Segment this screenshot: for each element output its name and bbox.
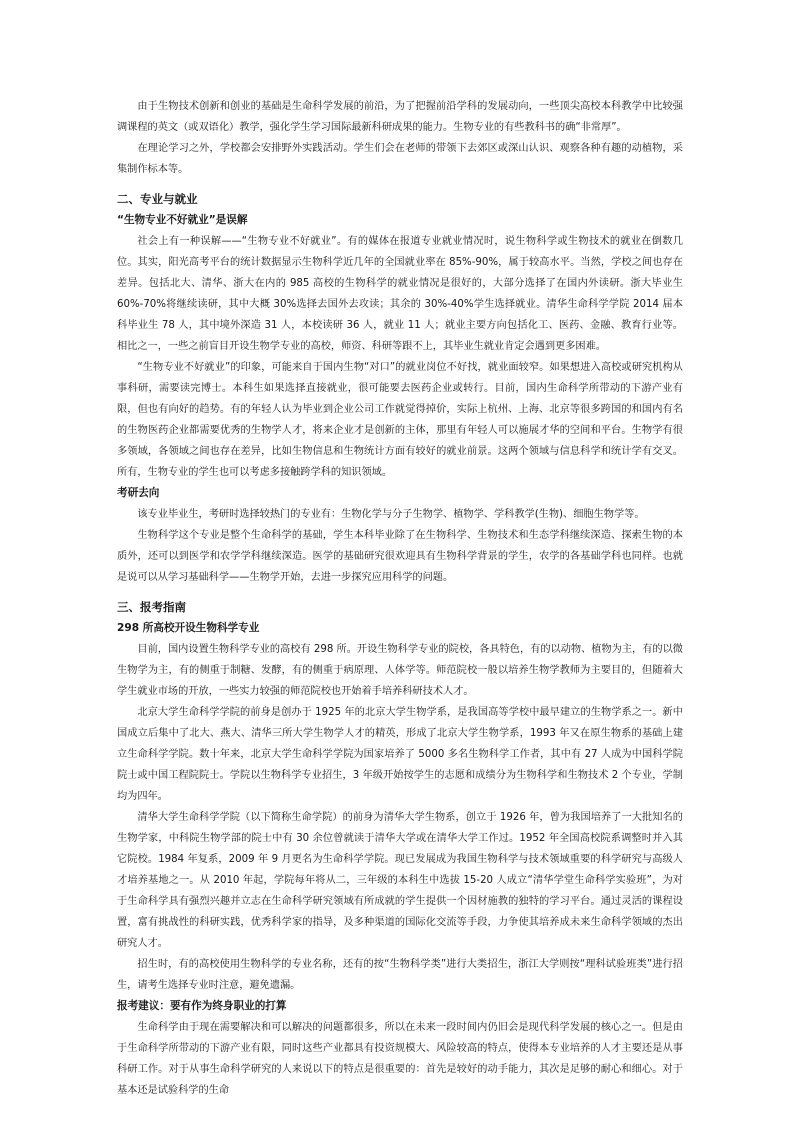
section-2-paragraph-4: 生物科学这个专业是整个生命科学的基础，学生本科毕业除了在生物科学、生物技术和生态学科继续深造、探索生物的本质外，还可以到医学和农学学科继续深造。医学的基础研究很欢迎具有生物科学背景的学生，农学的各基础学科也同样。也就是说可以从学习基础科学——生物学开始，去进一步探究应用科学的问题。 bbox=[117, 530, 683, 583]
section-2-paragraph-3: 该专业毕业生，考研时选择较热门的专业有：生物化学与分子生物学、植物学、学科教学(生物)、细胞生物学等。 bbox=[137, 509, 645, 520]
section-3-paragraph-2: 北京大学生命科学学院的前身是创办于 1925 年的北京大学生物学系，是我国高等学校中最早建立的生物学系之一。新中国成立后集中了北大、燕大、清华三所大学生物学人才的精英，形成了北京大学生物学系，1993 年又在原生物系的基础上建立生命科学学院。数十年来，北京大学生命科学学院为国家培养了 5000 多名生物科学工作者，其中有 27 人成为中国科学院院士或中国工程院院士。学院以生物科学专业招生，3 年级开始按学生的志愿和成绩分为生物科学和生物技术 2 个专业，学制均为四年。 bbox=[117, 707, 683, 802]
section-3-subheading-universities: 298 所高校开设生物科学专业 bbox=[117, 622, 260, 634]
section-2-paragraph-1: 社会上有一种误解——“生物专业不好就业”。有的媒体在报道专业就业情况时，说生物科学或生物技术的就业在倒数几位。其实，阳光高考平台的统计数据显示生物科学近几年的全国就业率在 85%-90%，属于较高水平。当然，学校之间也存在差异。包括北大、清华、浙大在内的 985 高校的生物科学的就业情况是很好的，大部分选择了在国内外读研。浙大毕业生 60%-70%将继续读研，其中大概 30%选择去国外去攻读；其余的 30%-40%学生选择就业。清华生命科学学院 2014 届本科毕业生 78 人，其中境外深造 31 人，本校读研 36 人，就业 11 人；就业主要方向包括化工、医药、金融、教育行业等。相比之一，一些之前盲目开设生物学专业的高校，师资、科研等跟不上，其毕业生就业肯定会遇到更多困难。 bbox=[117, 236, 683, 352]
section-2-subheading-misconception: “生物专业不好就业”是误解 bbox=[117, 214, 248, 226]
section-3-heading: 三、报考指南 bbox=[117, 600, 186, 614]
section-2-paragraph-2: “生物专业不好就业”的印象，可能来自于国内生物“对口”的就业岗位不好找，就业面较窄。如果想进入高校或研究机构从事科研，需要读完博士。本科生如果选择直接就业，很可能要去医药企业或转行。目前，国内生命科学所带动的下游产业有限，但也有向好的趋势。有的年轻人认为毕业到企业公司工作就觉得掉价，实际上杭州、上海、北京等很多跨国的和国内有名的生物医药企业都需要优秀的生物学人才，将来企业才是创新的主体，那里有年轻人可以施展才华的空间和平台。生物学有很多领域，各领域之间也存在差异，比如生物信息和生物统计方面有较好的就业前景。这两个领域与信息科学和统计学有交叉。所有，生物专业的学生也可以考虑多接触跨学科的知识领域。 bbox=[117, 362, 683, 478]
section-3-paragraph-4: 招生时，有的高校使用生物科学的专业名称，还有的按“生物科学类”进行大类招生，浙江大学则按“理科试验班类”进行招生，请考生选择专业时注意，避免遗漏。 bbox=[117, 959, 683, 991]
section-2-heading: 二、专业与就业 bbox=[117, 192, 198, 206]
intro-paragraph-1: 由于生物技术创新和创业的基础是生命科学发展的前沿，为了把握前沿学科的发展动向，一些顶尖高校本科教学中比较强调课程的英文（或双语化）教学，强化学生学习国际最新科研成果的能力。生物专业的有些教科书的确“非常厚”。 bbox=[117, 101, 683, 133]
document-page bbox=[117, 96, 683, 1101]
section-3-paragraph-5: 生命科学由于现在需要解决和可以解决的问题都很多，所以在未来一段时间内仍旧会是现代科学发展的核心之一。但是由于生命科学所带动的下游产业有限，同时这些产业都具有投资规模大、风险较高的特点，使得本专业培养的人才主要还是从事科研工作。对于从事生命科学研究的人来说以下的特点是很重要的：首先是较好的动手能力，其次是足够的耐心和细心。对于基本还是试验科学的生命 bbox=[117, 1022, 683, 1096]
section-2-subheading-postgrad: 考研去向 bbox=[117, 487, 160, 499]
section-3-subheading-advice: 报考建议：要有作为终身职业的打算 bbox=[117, 1000, 287, 1012]
section-3-paragraph-1: 目前，国内设置生物科学专业的高校有 298 所。开设生物科学专业的院校，各具特色，有的以动物、植物为主，有的以微生物学为主，有的侧重于制糖、发酵，有的侧重于病原理、人体学等。师范院校一般以培养生物学教师为主要目的，但随着大学生就业市场的开放，一些实力较强的师范院校也开始着手培养科研技术人才。 bbox=[117, 644, 683, 697]
section-3-paragraph-3: 清华大学生命科学学院（以下简称生命学院）的前身为清华大学生物系，创立于 1926 年，曾为我国培养了一大批知名的生物学家，中科院生物学部的院士中有 30 余位曾就读于清华大学或在清华大学工作过。1952 年全国高校院系调整时并入其它院校。1984 年复系，2009 年 9 月更名为生命科学学院。现已发展成为我国生物科学与技术领域重要的科学研究与高级人才培养基地之一。从 2010 年起，学院每年将从二，三年级的本科生中选拔 15-20 人成立“清华学堂生命科学实验班”，为对于生命科学具有强烈兴趣并立志在生命科学研究领域有所成就的学生提供一个因材施教的独特的学习平台。通过灵活的课程设置，富有挑战性的科研实践，优秀科学家的指导，及多种渠道的国际化交流等手段，力争使其培养成未来生命科学领域的杰出研究人才。 bbox=[117, 812, 683, 949]
intro-paragraph-2: 在理论学习之外，学校都会安排野外实践活动。学生们会在老师的带领下去郊区或深山认识、观察各种有趣的动植物，采集制作标本等。 bbox=[117, 143, 683, 175]
